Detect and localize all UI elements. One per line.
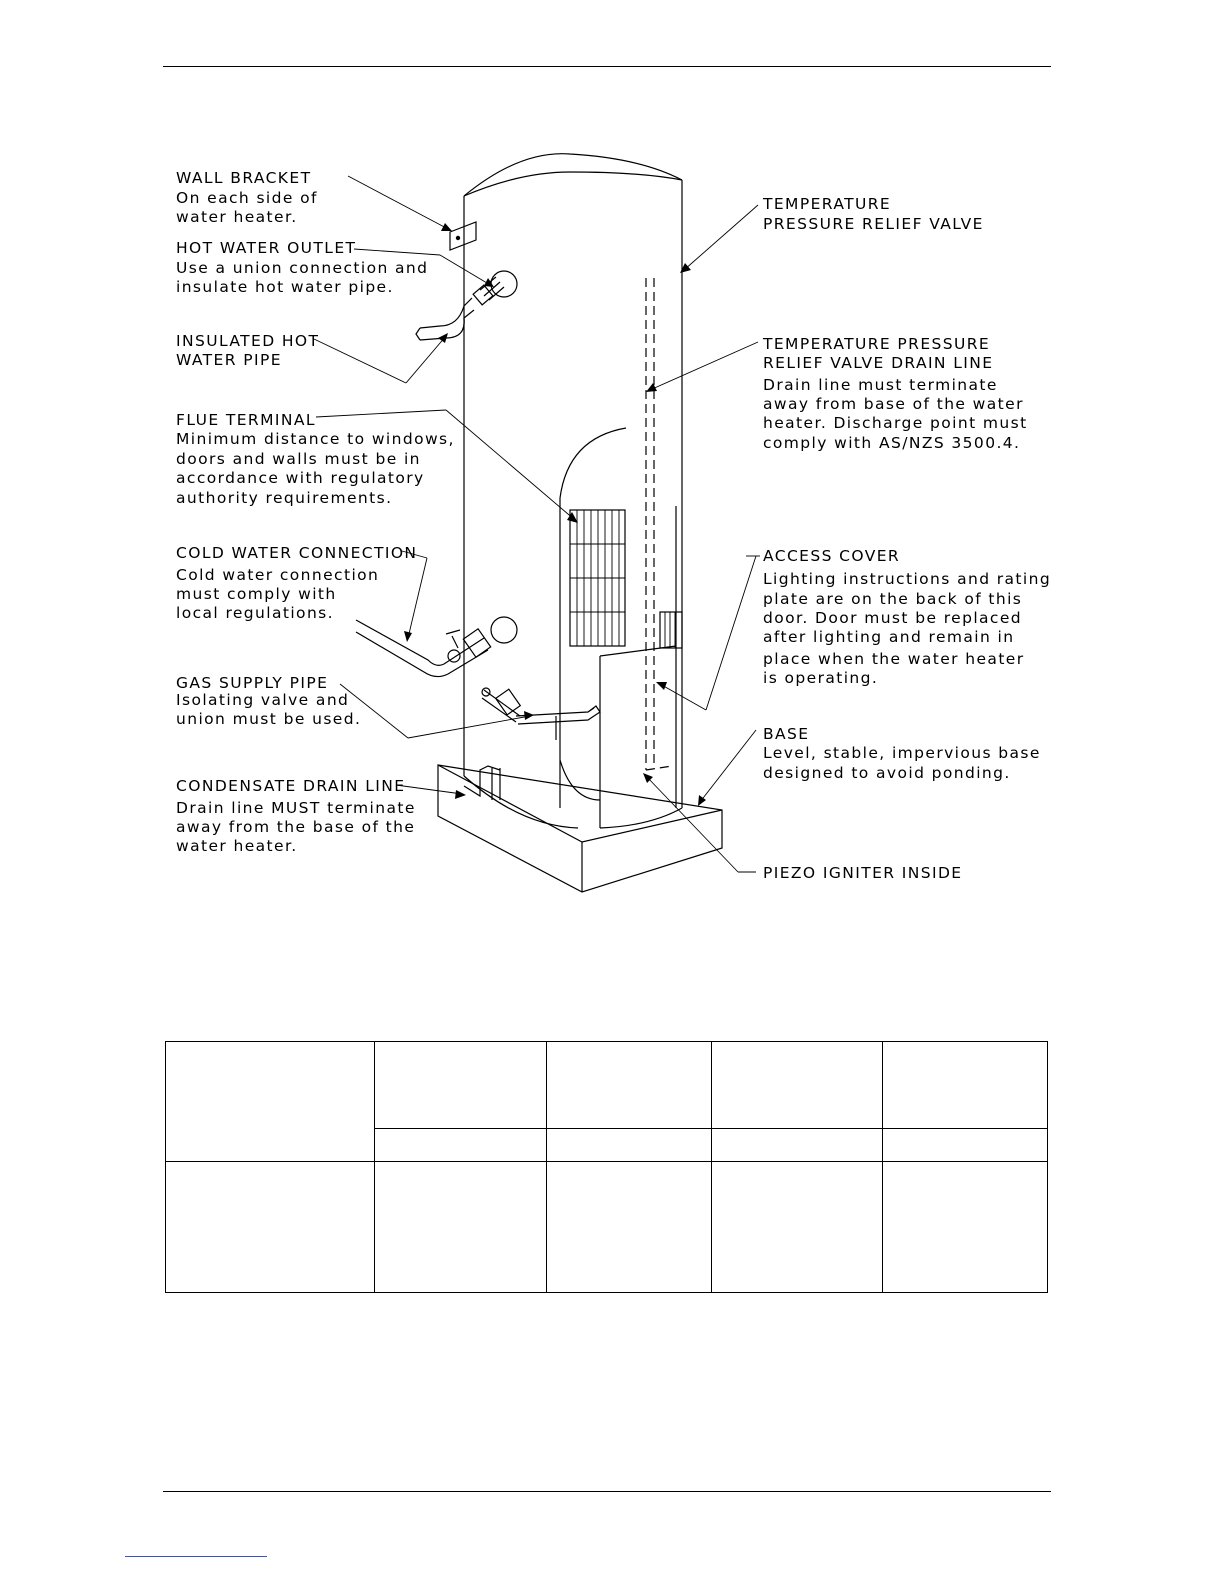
label-access-cover [763,547,1051,687]
svg-text:authority requirements.: authority requirements. [176,489,393,507]
svg-text:WATER PIPE: WATER PIPE [176,351,282,369]
svg-text:Drain line MUST terminate: Drain line MUST terminate [176,799,416,817]
label-tpr-drain [762,335,1028,452]
svg-text:heater. Discharge point must: heater. Discharge point must [763,414,1028,432]
cylinder-body [464,154,682,828]
table-cell [712,1042,883,1129]
label-piezo [763,864,962,882]
hot-water-outlet [416,271,517,340]
table-cell [547,1042,712,1129]
svg-text:union must be used.: union must be used. [176,710,362,728]
table-row [166,1042,1048,1129]
table-row [166,1162,1048,1293]
svg-text:water heater.: water heater. [176,208,298,226]
svg-text:PRESSURE RELIEF VALVE: PRESSURE RELIEF VALVE [763,215,984,233]
svg-text:local regulations.: local regulations. [176,604,334,622]
svg-text:WALL BRACKET: WALL BRACKET [176,169,312,187]
svg-text:RELIEF VALVE DRAIN LINE: RELIEF VALVE DRAIN LINE [763,354,994,372]
svg-text:Level, stable, impervious base: Level, stable, impervious base [763,744,1041,762]
svg-text:designed to avoid ponding.: designed to avoid ponding. [763,764,1011,782]
svg-text:ACCESS COVER: ACCESS COVER [763,547,901,565]
table-cell [547,1129,712,1162]
label-wall-bracket [176,169,318,226]
table-cell [375,1162,547,1293]
svg-text:Isolating valve and: Isolating valve and [176,691,350,709]
svg-text:INSULATED HOT: INSULATED HOT [176,332,320,350]
footer-rule [163,1491,1051,1492]
svg-text:must comply with: must comply with [176,585,337,603]
label-gas-supply [176,674,361,728]
svg-text:place when the water heater: place when the water heater [763,650,1025,668]
svg-text:Use a union connection and: Use a union connection and [176,259,429,277]
side-grille [660,612,682,648]
table-cell [375,1129,547,1162]
svg-text:BASE: BASE [763,725,810,743]
tpr-drain-line [646,278,672,770]
svg-text:PIEZO IGNITER INSIDE: PIEZO IGNITER INSIDE [763,864,963,882]
svg-text:Drain line must terminate: Drain line must terminate [763,376,998,394]
footer-link-underline[interactable] [125,1556,267,1557]
svg-text:TEMPERATURE PRESSURE: TEMPERATURE PRESSURE [763,335,991,353]
label-hot-water-outlet [176,239,428,296]
svg-text:accordance with regulatory: accordance with regulatory [176,469,425,487]
svg-text:FLUE TERMINAL: FLUE TERMINAL [176,411,316,429]
svg-text:CONDENSATE DRAIN LINE: CONDENSATE DRAIN LINE [176,777,406,795]
table-cell [547,1162,712,1293]
svg-text:Minimum distance to windows,: Minimum distance to windows, [176,430,455,448]
svg-text:insulate hot water pipe.: insulate hot water pipe. [176,278,394,296]
table-cell [883,1042,1048,1129]
svg-text:doors and walls must be in: doors and walls must be in [176,450,421,468]
svg-text:door. Door must be replaced: door. Door must be replaced [763,609,1023,627]
svg-text:Lighting instructions and rati: Lighting instructions and rating [763,570,1052,588]
label-tpr-valve [762,195,984,233]
svg-text:Cold water connection: Cold water connection [176,566,380,584]
svg-text:after lighting and remain in: after lighting and remain in [763,628,1015,646]
table-cell [883,1129,1048,1162]
table-cell [712,1129,883,1162]
label-insulated-pipe [176,332,319,369]
svg-text:TEMPERATURE: TEMPERATURE [763,195,892,213]
label-condensate [176,777,416,855]
label-base [763,725,1041,782]
wall-bracket [450,222,476,250]
table-cell [166,1042,375,1162]
svg-text:away from base of the water: away from base of the water [763,395,1024,413]
svg-text:On each side of: On each side of [176,189,318,207]
svg-text:water heater.: water heater. [176,837,298,855]
table-cell [166,1162,375,1293]
label-cold-water [176,544,417,622]
svg-text:GAS SUPPLY PIPE: GAS SUPPLY PIPE [176,674,329,692]
svg-text:comply with AS/NZS 3500.4.: comply with AS/NZS 3500.4. [763,434,1021,452]
flue-grille [570,510,625,646]
label-flue-terminal [176,411,455,507]
svg-text:away from the base of the: away from the base of the [176,818,416,836]
svg-text:plate are on the back of this: plate are on the back of this [763,590,1023,608]
svg-text:COLD WATER CONNECTION: COLD WATER CONNECTION [176,544,418,562]
table-cell [712,1162,883,1293]
spec-table [165,1041,1048,1293]
svg-text:HOT WATER OUTLET: HOT WATER OUTLET [176,239,357,257]
svg-text:is operating.: is operating. [763,669,879,687]
gas-supply-pipe [482,688,600,740]
cold-water-connection [356,617,517,677]
table-cell [883,1162,1048,1293]
table-cell [375,1042,547,1129]
